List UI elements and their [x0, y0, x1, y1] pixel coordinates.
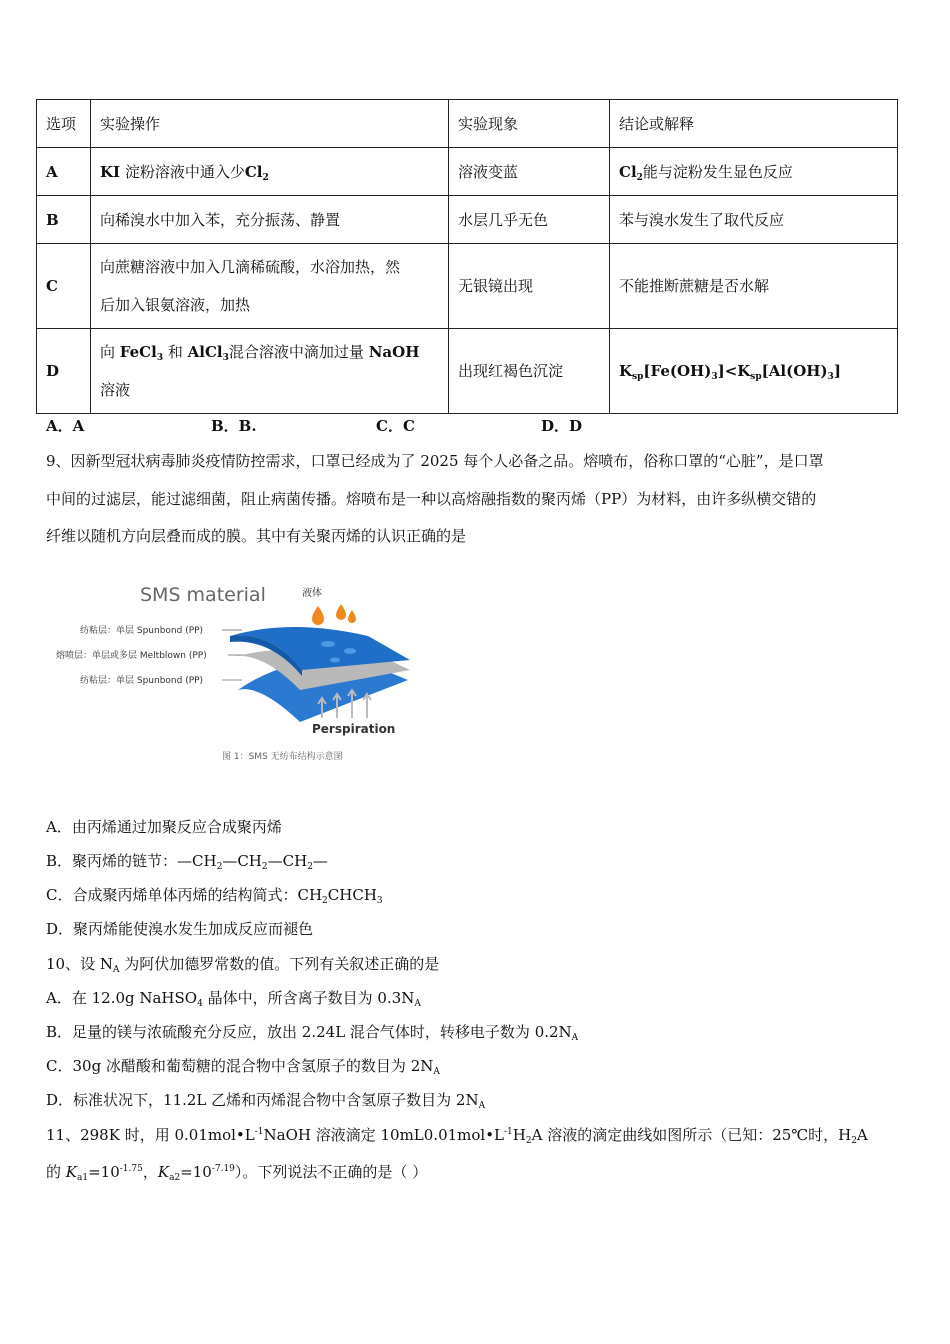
q9-option-c[interactable]: C．合成聚丙烯单体丙烯的结构简式：$CH_2CHCH_3$ — [46, 886, 383, 906]
layer1-label: 纺粘层：单层 Spunbond (PP) — [80, 626, 204, 636]
row-option: B — [37, 196, 91, 244]
experiment-table — [36, 99, 898, 414]
row-operation: 向 FeCl$_3$ 和 AlCl$_3$混合溶液中滴加过量 NaOH 溶液 — [91, 329, 449, 414]
row-conclusion: $Cl_2$能与淀粉发生显色反应 — [610, 148, 898, 196]
header-conclusion: 结论或解释 — [610, 100, 898, 148]
q9-stem-line1: 9、因新型冠状病毒肺炎疫情防控需求，口罩已经成为了 2025 每个人必备之品。熔喷布，俗称口罩的“心脏”，是口罩 — [46, 452, 824, 470]
q9-stem-line2: 中间的过滤层，能过滤细菌，阻止病菌传播。熔喷布是一种以高熔融指数的聚丙烯（PP）为材料，由许多纵横交错的 — [46, 490, 817, 508]
row-conclusion: 不能推断蔗糖是否水解 — [610, 244, 898, 329]
layer3-label: 纺粘层：单层 Spunbond (PP) — [80, 676, 204, 686]
perspiration-label: Perspiration — [312, 722, 396, 736]
figure-caption: 图 1：SMS 无纺布结构示意图 — [222, 752, 343, 762]
header-option: 选项 — [37, 100, 91, 148]
q8-options — [46, 416, 582, 436]
q9-option-b[interactable]: B．聚丙烯的链节：$—CH_2—CH_2—CH_2—$ — [46, 852, 328, 872]
q11-stem-line1: 11、298K 时，用 $0.01mol•L^{-1}NaOH$ 溶液滴定 $10mL0.01mol•L^{-1}H_2A$ 溶液的滴定曲线如图所示（已知：25℃时，$H_2A$ — [46, 1126, 868, 1146]
q9-option-d[interactable]: D．聚丙烯能使溴水发生加成反应而褪色 — [46, 920, 314, 938]
liquid-drop-icons — [312, 604, 356, 625]
table-row — [37, 148, 898, 196]
row-conclusion: $K_{sp}[Fe(OH)_3]<K_{sp}[Al(OH)_3]$ — [610, 329, 898, 414]
header-phenomenon: 实验现象 — [449, 100, 610, 148]
row-operation: KI 淀粉溶液中通入少$Cl_2$ — [91, 148, 449, 196]
row-phenomenon: 出现红褐色沉淀 — [449, 329, 610, 414]
option-d[interactable]: D．D — [541, 417, 583, 435]
q10-option-c[interactable]: C．30g 冰醋酸和葡萄糖的混合物中含氢原子的数目为 $2N_A$ — [46, 1057, 440, 1077]
layer2-label: 熔喷层：单层或多层 Meltblown (PP) — [56, 651, 207, 661]
q11-stem-line2: 的 $K_{a1}=10^{-1.75}$，$K_{a2}=10^{-7.19}$）。下列说法不正确的是（ ） — [46, 1163, 428, 1183]
option-c[interactable]: C．C — [376, 417, 415, 435]
figure-liquid-label: 液体 — [302, 588, 322, 599]
figure-title: SMS material — [140, 584, 266, 606]
row-phenomenon: 水层几乎无色 — [449, 196, 610, 244]
table-row — [37, 244, 898, 329]
q10-stem: 10、设 $N_A$ 为阿伏加德罗常数的值。下列有关叙述正确的是 — [46, 955, 440, 975]
q9-option-a[interactable]: A．由丙烯通过加聚反应合成聚丙烯 — [46, 818, 282, 836]
table-row — [37, 329, 898, 414]
sms-material-figure — [50, 572, 420, 768]
row-option: D — [37, 329, 91, 414]
q9-stem-line3: 纤维以随机方向层叠而成的膜。其中有关聚丙烯的认识正确的是 — [46, 527, 467, 545]
option-b[interactable]: B．B. — [211, 417, 257, 435]
row-phenomenon: 溶液变蓝 — [449, 148, 610, 196]
table-row — [37, 196, 898, 244]
option-a[interactable]: A．A — [46, 417, 85, 435]
row-option: C — [37, 244, 91, 329]
header-operation: 实验操作 — [91, 100, 449, 148]
row-conclusion: 苯与溴水发生了取代反应 — [610, 196, 898, 244]
fabric-layers — [230, 627, 410, 722]
row-phenomenon: 无银镜出现 — [449, 244, 610, 329]
table-header-row — [37, 100, 898, 148]
q10-option-b[interactable]: B．足量的镁与浓硫酸充分反应，放出 2.24L 混合气体时，转移电子数为 $0.2N_A$ — [46, 1023, 579, 1043]
q10-option-a[interactable]: A．在 12.0g NaHSO$_4$ 晶体中，所含离子数目为 $0.3N_A$ — [46, 989, 421, 1009]
row-operation: 向稀溴水中加入苯，充分振荡、静置 — [91, 196, 449, 244]
row-option: A — [37, 148, 91, 196]
row-operation: 向蔗糖溶液中加入几滴稀硫酸，水浴加热，然 后加入银氨溶液，加热 — [91, 244, 449, 329]
q10-option-d[interactable]: D．标准状况下，11.2L 乙烯和丙烯混合物中含氢原子数目为 $2N_A$ — [46, 1091, 486, 1111]
